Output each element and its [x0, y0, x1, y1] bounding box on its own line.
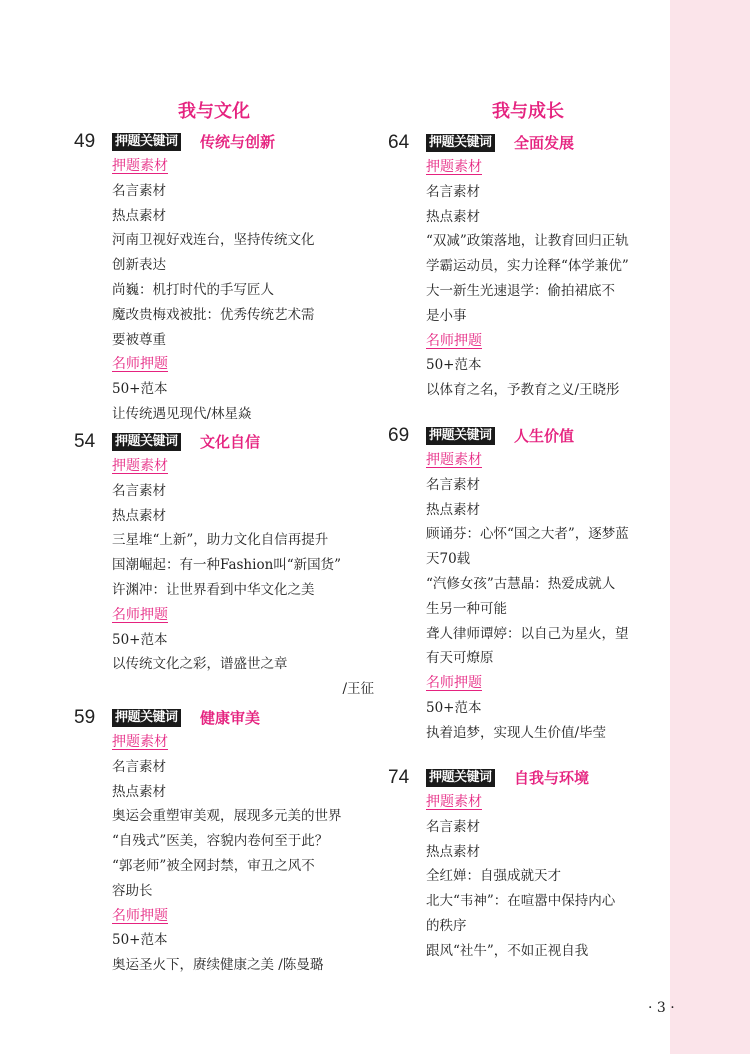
section-header [388, 766, 668, 792]
toc-entry[interactable] [426, 646, 668, 671]
subheading-entry [426, 329, 668, 354]
entry-text: 押题素材 [426, 794, 482, 810]
entry-text: 容助长 [112, 882, 153, 899]
toc-entry[interactable] [426, 939, 668, 964]
section-header [388, 131, 668, 157]
page-reference-number: 49 [74, 131, 96, 152]
keyword-label-badge: 押题关键词 [112, 433, 181, 451]
section-header [74, 430, 374, 456]
entry-text: “郭老师”被全网封禁，审丑之风不 [112, 857, 315, 874]
column-title: 我与文化 [178, 101, 250, 121]
entry-text: 创新表达 [112, 257, 166, 274]
page-reference-number: 59 [74, 707, 96, 728]
toc-section[interactable] [74, 430, 374, 698]
toc-entry[interactable] [426, 522, 668, 547]
toc-entry[interactable] [112, 528, 374, 553]
toc-entry[interactable] [112, 652, 374, 677]
entry-text: 热点素材 [426, 208, 480, 225]
entry-text: 魔改贵梅戏被批：优秀传统艺术需 [112, 306, 315, 323]
entry-text: 以体育之名，予教育之义/王晓彤 [426, 382, 620, 399]
toc-entry[interactable] [426, 696, 668, 721]
toc-entry[interactable] [112, 479, 374, 504]
keyword-label-badge: 押题关键词 [426, 769, 495, 787]
page-reference-number: 74 [388, 767, 410, 788]
toc-entry[interactable] [112, 253, 374, 278]
toc-entry[interactable] [426, 304, 668, 329]
entry-text: 热点素材 [112, 507, 166, 524]
entry-text: 生另一种可能 [426, 600, 507, 617]
toc-entry[interactable] [426, 254, 668, 279]
entry-text: 执着追梦，实现人生价值/毕莹 [426, 724, 607, 741]
page-reference-number: 64 [388, 132, 410, 153]
toc-entry[interactable] [112, 854, 374, 879]
page-reference-number: 54 [74, 431, 96, 452]
entry-text: 50+范本 [112, 381, 168, 398]
subheading-entry [112, 352, 374, 377]
toc-section[interactable] [388, 424, 668, 741]
toc-entry[interactable] [426, 622, 668, 647]
keyword-label-badge: 押题关键词 [426, 427, 495, 445]
subheading-entry [112, 154, 374, 179]
entry-text: 名师押题 [112, 606, 168, 623]
entry-text: 热点素材 [112, 783, 166, 800]
entry-text: 国潮崛起：有一种Fashion叫“新国货” [112, 557, 342, 574]
toc-entry[interactable] [112, 829, 374, 854]
subheading-entry [426, 671, 668, 696]
toc-entry[interactable] [112, 804, 374, 829]
entry-text: 许渊冲：让世界看到中华文化之美 [112, 581, 315, 598]
toc-entry[interactable] [112, 402, 374, 427]
toc-entry[interactable] [426, 889, 668, 914]
entry-text: 的秩序 [426, 917, 467, 934]
entry-text: 名师押题 [112, 356, 168, 373]
toc-entry[interactable] [426, 229, 668, 254]
entry-text: 天70载 [426, 551, 471, 568]
entry-text: 大一新生光速退学：偷拍裙底不 [426, 282, 615, 299]
entry-text: 50+范本 [112, 631, 168, 648]
entry-text: 尚巍：机打时代的手写匠人 [112, 281, 274, 298]
section-topic: 自我与环境 [514, 769, 590, 787]
keyword-label-badge: 押题关键词 [112, 133, 181, 151]
entry-text: 名言素材 [112, 182, 166, 199]
toc-entry[interactable] [112, 179, 374, 204]
section-topic: 文化自信 [200, 433, 261, 451]
entry-text: 押题素材 [426, 159, 482, 175]
toc-entry[interactable] [112, 780, 374, 805]
entry-text: 让传统遇见现代/林星焱 [112, 405, 252, 422]
toc-entry[interactable] [112, 377, 374, 402]
column-title: 我与成长 [492, 101, 564, 121]
subheading-entry [426, 448, 668, 473]
section-entries [112, 454, 374, 702]
entry-text: “双减”政策落地，让教育回归正轨 [426, 233, 629, 250]
toc-entry[interactable] [426, 572, 668, 597]
toc-entry[interactable] [112, 578, 374, 603]
toc-entry[interactable] [112, 204, 374, 229]
section-topic: 全面发展 [514, 134, 575, 152]
entry-text: 奥运圣火下，赓续健康之美 /陈曼璐 [112, 957, 324, 974]
page-reference-number: 69 [388, 425, 410, 446]
subheading-entry [112, 454, 374, 479]
entry-text: 名言素材 [426, 476, 480, 493]
subheading-entry [112, 730, 374, 755]
toc-entry[interactable] [426, 815, 668, 840]
entry-text: 聋人律师谭婷：以自己为星火，望 [426, 625, 629, 642]
keyword-label-badge: 押题关键词 [426, 134, 495, 152]
entry-text: 名言素材 [112, 758, 166, 775]
toc-entry[interactable] [112, 328, 374, 353]
entry-text: “汽修女孩”古慧晶：热爱成就人 [426, 575, 616, 592]
subheading-entry [426, 155, 668, 180]
toc-entry[interactable] [426, 378, 668, 403]
toc-entry[interactable] [426, 840, 668, 865]
toc-entry[interactable] [426, 721, 668, 746]
toc-entry[interactable] [426, 914, 668, 939]
entry-text: 要被尊重 [112, 331, 166, 348]
toc-entry[interactable] [426, 279, 668, 304]
entry-text: 名师押题 [426, 675, 482, 692]
section-topic: 健康审美 [200, 709, 261, 727]
section-entries [112, 730, 374, 978]
entry-text: 跟风“社牛”，不如正视自我 [426, 942, 589, 959]
page-number: · 3 · [648, 1000, 675, 1016]
section-entries [426, 790, 668, 964]
toc-section[interactable] [388, 766, 668, 959]
entry-text: 押题素材 [426, 452, 482, 468]
toc-entry[interactable] [426, 473, 668, 498]
entry-text: 北大“韦神”：在喧嚣中保持内心 [426, 893, 616, 910]
section-entries [112, 154, 374, 427]
entry-text: 名言素材 [426, 183, 480, 200]
entry-text: 三星堆“上新”，助力文化自信再提升 [112, 532, 329, 549]
toc-entry[interactable] [112, 553, 374, 578]
entry-text: 热点素材 [112, 207, 166, 224]
entry-text: 名师押题 [112, 907, 168, 924]
keyword-label-badge: 押题关键词 [112, 709, 181, 727]
entry-text: 名师押题 [426, 332, 482, 349]
entry-text: 顾诵芬：心怀“国之大者”，逐梦蓝 [426, 526, 629, 543]
toc-entry[interactable] [112, 677, 374, 702]
subheading-entry [112, 904, 374, 929]
entry-text: 热点素材 [426, 501, 480, 518]
entry-text: “自残式”医美，容貌内卷何至于此？ [112, 833, 329, 850]
section-header [388, 424, 668, 450]
section-header [74, 130, 374, 156]
entry-text: 名言素材 [426, 818, 480, 835]
toc-entry[interactable] [112, 303, 374, 328]
toc-entry[interactable] [426, 498, 668, 523]
toc-entry[interactable] [112, 928, 374, 953]
toc-entry[interactable] [426, 597, 668, 622]
entry-text: 押题素材 [112, 734, 168, 750]
toc-entry[interactable] [112, 953, 374, 978]
entry-text: 50+范本 [426, 699, 482, 716]
entry-text: 以传统文化之彩，谱盛世之章 [112, 656, 288, 673]
right-margin-band [670, 0, 750, 1054]
subheading-entry [426, 790, 668, 815]
entry-text: 押题素材 [112, 158, 168, 174]
entry-text: 有天可燎原 [426, 650, 494, 667]
entry-text: 学霸运动员，实力诠释“体学兼优” [426, 258, 629, 275]
entry-text: 名言素材 [112, 482, 166, 499]
entry-text: 热点素材 [426, 843, 480, 860]
entry-text: 奥运会重塑审美观，展现多元美的世界 [112, 808, 342, 825]
entry-text: 河南卫视好戏连台，坚持传统文化 [112, 232, 315, 249]
toc-section[interactable] [74, 706, 374, 974]
toc-entry[interactable] [426, 864, 668, 889]
section-entries [426, 448, 668, 746]
entry-text: /王征 [342, 681, 374, 698]
subheading-entry [112, 603, 374, 628]
section-entries [426, 155, 668, 403]
toc-section[interactable] [74, 130, 374, 422]
toc-entry[interactable] [426, 547, 668, 572]
toc-entry[interactable] [112, 628, 374, 653]
entry-text: 全红婵：自强成就天才 [426, 868, 561, 885]
entry-text: 50+范本 [426, 357, 482, 374]
toc-entry[interactable] [112, 879, 374, 904]
toc-entry[interactable] [112, 228, 374, 253]
section-header [74, 706, 374, 732]
toc-section[interactable] [388, 131, 668, 399]
entry-text: 押题素材 [112, 458, 168, 474]
toc-entry[interactable] [426, 205, 668, 230]
toc-entry[interactable] [112, 755, 374, 780]
toc-entry[interactable] [112, 504, 374, 529]
entry-text: 是小事 [426, 307, 467, 324]
toc-entry[interactable] [112, 278, 374, 303]
toc-entry[interactable] [426, 353, 668, 378]
toc-entry[interactable] [426, 180, 668, 205]
entry-text: 50+范本 [112, 932, 168, 949]
section-topic: 人生价值 [514, 427, 575, 445]
section-topic: 传统与创新 [200, 133, 276, 151]
